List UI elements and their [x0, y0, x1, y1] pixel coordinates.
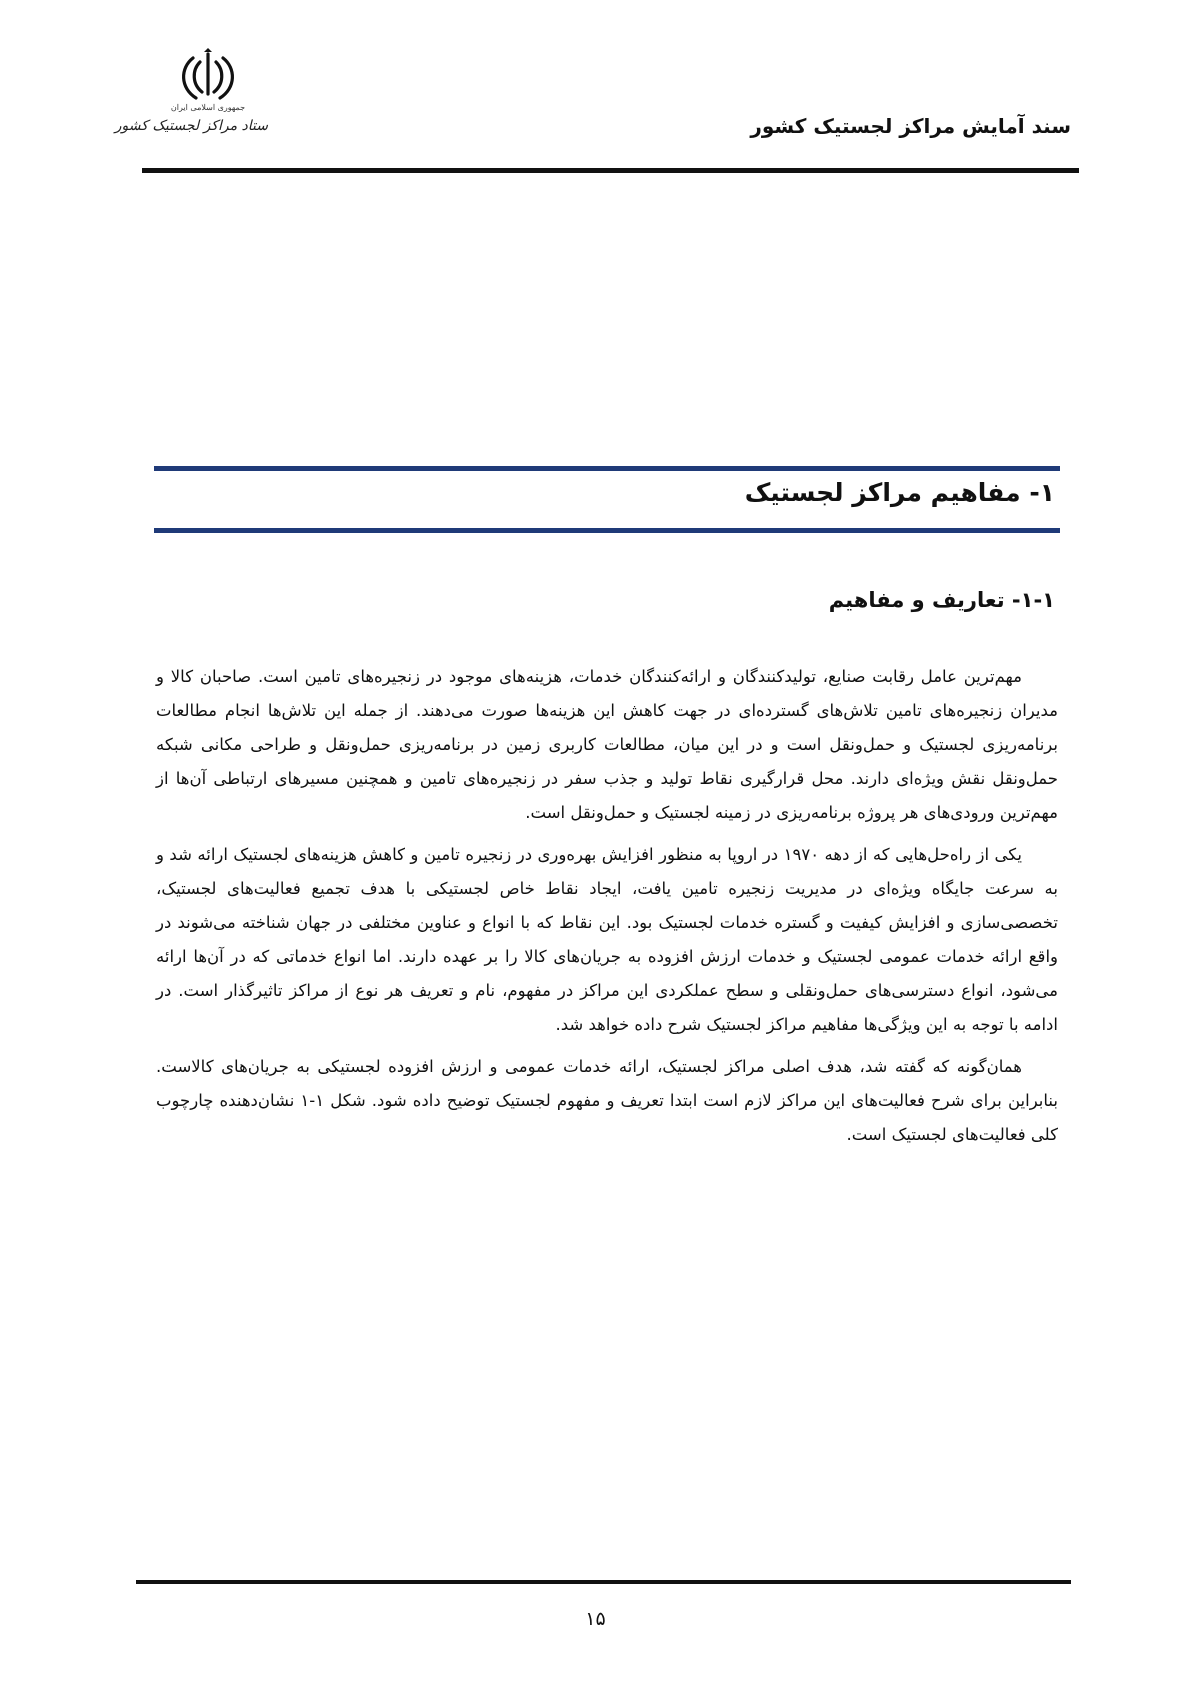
section-heading: ۱-۱- تعاریف و مفاهیم: [828, 588, 1055, 612]
footer-divider: [136, 1580, 1071, 1584]
header-divider: [142, 168, 1079, 173]
paragraph: یکی از راه‌حل‌هایی که از دهه ۱۹۷۰ در اروپا به منظور افزایش بهره‌وری در زنجیره تامین و کاهش هزینه‌های لجستیک ارائه شد و به سرعت جایگاه ویژه‌ای در مدیریت زنجیره تامین یافت، ایجاد نقاط خاص لجستیکی با هدف تجمیع فعالیت‌های لجستیک، تخصصی‌سازی و افزایش کیفیت و گستره خدمات لجستیک بود. این نقاط که با انواع و عناوین مختلفی در جهان شناخته می‌شوند در واقع ارائه خدمات عمومی لجستیک و خدمات ارزش افزوده به جریان‌های کالا را بر عهده دارند. اما انواع خدماتی که در آن‌ها ارائه می‌شود، انواع دسترسی‌های حمل‌ونقلی و سطح عملکردی این مراکز در مفهوم، نام و تعریف هر نوع از مراکز تاثیرگذار است. در ادامه با توجه به این ویژگی‌ها مفاهیم مراکز لجستیک شرح داده خواهد شد.: [156, 845, 1058, 1034]
document-header-title: سند آمایش مراکز لجستیک کشور: [750, 114, 1071, 138]
logo-caption: جمهوری اسلامی ایران: [170, 103, 246, 112]
page-number: ۱۵: [585, 1608, 606, 1630]
organization-logo: [114, 48, 268, 158]
chapter-divider-top: [154, 466, 1060, 471]
body-text: [156, 660, 1058, 1160]
chapter-divider-bottom: [154, 528, 1060, 533]
chapter-heading: ۱- مفاهیم مراکز لجستیک: [744, 478, 1055, 507]
paragraph: همان‌گونه که گفته شد، هدف اصلی مراکز لجستیک، ارائه خدمات عمومی و ارزش افزوده لجستیکی به جریان‌های کالاست. بنابراین برای شرح فعالیت‌های این مراکز لازم است ابتدا تعریف و مفهوم لجستیک توضیح داده شود. شکل ۱-۱ نشان‌دهنده چارچوب کلی فعالیت‌های لجستیک است.: [156, 1057, 1059, 1144]
iran-emblem-icon: [148, 48, 268, 104]
paragraph: مهم‌ترین عامل رقابت صنایع، تولیدکنندگان و ارائه‌کنندگان خدمات، هزینه‌های موجود در زنجیره‌های تامین است. صاحبان کالا و مدیران زنجیره‌های تامین تلاش‌های گسترده‌ای در جهت کاهش این هزینه‌ها صورت می‌دهند. از جمله این تلاش‌ها انجام مطالعات برنامه‌ریزی لجستیک و حمل‌ونقل است و در این میان، مطالعات کاربری زمین در برنامه‌ریزی حمل‌ونقل و طراحی مکانی شبکه حمل‌ونقل نقش ویژه‌ای دارند. محل قرارگیری نقاط تولید و جذب سفر در زنجیره‌های تامین و همچنین مسیرهای ارتباطی آن‌ها از مهم‌ترین ورودی‌های هر پروژه برنامه‌ریزی در زمینه لجستیک و حمل‌ونقل است.: [156, 667, 1058, 822]
logo-organization-name: ستاد مراکز لجستیک کشور: [114, 118, 268, 134]
